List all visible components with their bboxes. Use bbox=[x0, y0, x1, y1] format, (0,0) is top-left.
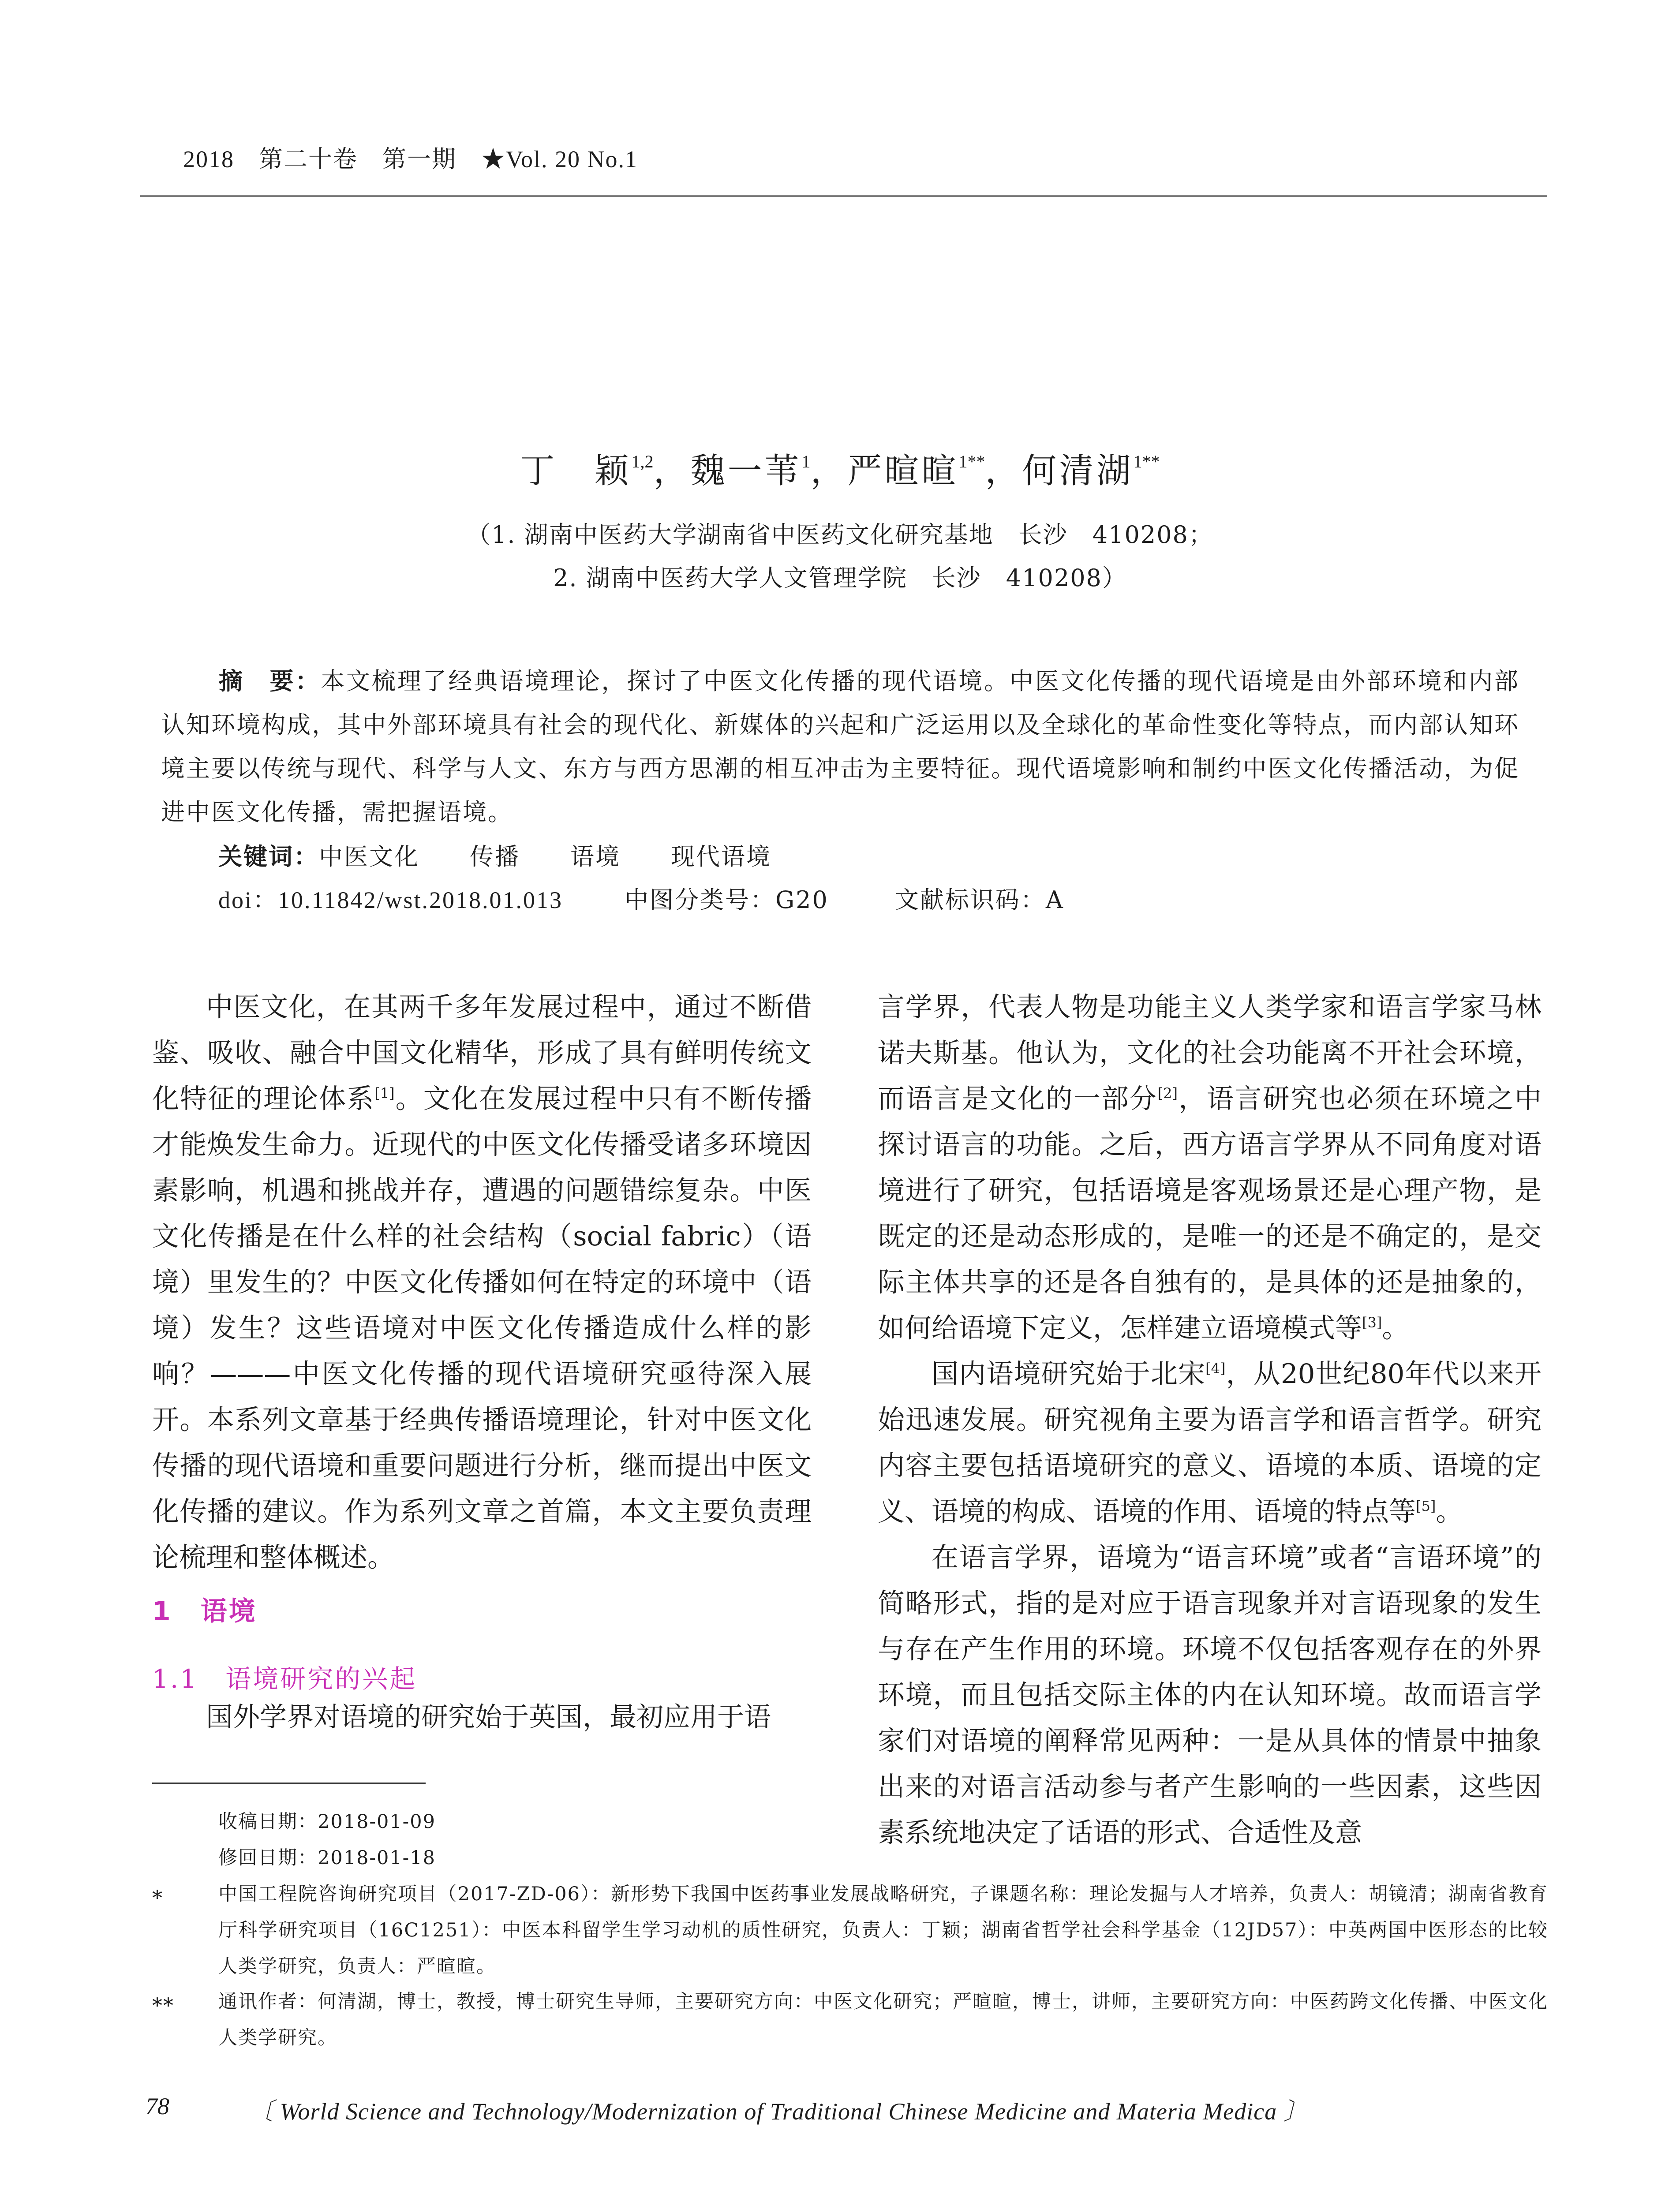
author-separator: ， bbox=[985, 451, 1022, 491]
author-separator: ， bbox=[653, 451, 691, 491]
body-paragraph: 在语言学界，语境为“语言环境”或者“言语环境”的简略形式，指的是对应于语言现象并对言语现象的发生与存在产生作用的环境。环境不仅包括客观存在的外界环境，而且包括交际主体的内在认知环境。故而语言学家们对语境的阐释常见两种：一是从具体的情景中抽象出来的对语言活动参与者产生影响的一些因素，这些因素系统地决定了话语的形式、合适性及意 bbox=[878, 1542, 1542, 1848]
author-affil-mark: 1** bbox=[1133, 452, 1160, 471]
body-paragraph: 国内语境研究始于北宋[4]，从20世纪80年代以来开始迅速发展。研究视角主要为语言学和语言哲学。研究内容主要包括语境研究的意义、语境的本质、语境的定义、语境的构成、语境的作用、语境的特点等[5]。 bbox=[878, 1358, 1542, 1527]
keywords-text: 中医文化 传播 语境 现代语境 bbox=[319, 843, 771, 871]
abstract-text: 本文梳理了经典语境理论，探讨了中医文化传播的现代语境。中医文化传播的现代语境是由外部环境和内部认知环境构成，其中外部环境具有社会的现代化、新媒体的兴起和广泛运用以及全球化的革命性变化等特点，而内部认知环境主要以传统与现代、科学与人文、东方与西方思潮的相互冲击为主要特征。现代语境影响和制约中医文化传播活动，为促进中医文化传播，需把握语境。 bbox=[161, 667, 1519, 826]
revised-date: 修回日期：2018-01-18 bbox=[218, 1847, 436, 1869]
body-paragraph: 言学界，代表人物是功能主义人类学家和语言学家马林诺夫斯基。他认为，文化的社会功能离不开社会环境，而语言是文化的一部分[2]，语言研究也必须在环境之中探讨语言的功能。之后，西方语言学界从不同角度对语境进行了研究，包括语境是客观场景还是心理产物，是既定的还是动态形成的，是唯一的还是不确定的，是交际主体共享的还是各自独有的，是具体的还是抽象的，如何给语境下定义，怎样建立语境模式等[3]。 bbox=[878, 991, 1542, 1344]
affiliation-line: （1. 湖南中医药大学湖南省中医药文化研究基地 长沙 410208； bbox=[467, 521, 1213, 549]
citation-ref: [3] bbox=[1362, 1314, 1382, 1331]
author-name: 魏一苇 bbox=[690, 451, 802, 491]
footnote-rule bbox=[152, 1783, 426, 1784]
doi: doi：10.11842/wst.2018.01.013 bbox=[218, 887, 563, 913]
citation-ref: [2] bbox=[1157, 1085, 1178, 1102]
affiliation-line: 2. 湖南中医药大学人文管理学院 长沙 410208） bbox=[553, 564, 1127, 592]
received-date: 收稿日期：2018-01-09 bbox=[218, 1811, 436, 1833]
body-column-left bbox=[152, 984, 812, 1581]
author-line bbox=[0, 443, 1680, 493]
body-column-right bbox=[878, 984, 1542, 1856]
footnote-mark: * bbox=[152, 1886, 163, 1910]
body-paragraph: 国外学界对语境的研究始于英国，最初应用于语 bbox=[206, 1701, 771, 1733]
keywords-line bbox=[218, 838, 771, 872]
subsection-heading: 1.1 语境研究的兴起 bbox=[152, 1664, 417, 1694]
citation-ref: [4] bbox=[1205, 1360, 1226, 1377]
author-affil-mark: 1** bbox=[958, 452, 985, 471]
running-header: 2018 第二十卷 第一期 ★Vol. 20 No.1 bbox=[183, 146, 638, 172]
author-separator: ， bbox=[810, 451, 848, 491]
author-affil-mark: 1 bbox=[801, 452, 811, 471]
citation-ref: [1] bbox=[374, 1085, 395, 1102]
footnote-mark: ** bbox=[152, 1993, 174, 2017]
body-column-left-continued bbox=[152, 1694, 812, 1740]
citation-ref: [5] bbox=[1416, 1498, 1436, 1514]
author-name: 何清湖 bbox=[1022, 451, 1134, 491]
author-name: 严暄暄 bbox=[847, 451, 959, 491]
journal-title: 〔 World Science and Technology/Modernization of Traditional Chinese Medicine and Materia Medica 〕 bbox=[249, 2098, 1308, 2125]
corresponding-author-footnote: 通讯作者：何清湖，博士，教授，博士研究生导师，主要研究方向：中医文化研究；严暄暄，博士，讲师，主要研究方向：中医药跨文化传播、中医文化人类学研究。 bbox=[218, 1991, 1548, 2049]
page-number: 78 bbox=[146, 2093, 169, 2119]
author-name: 丁 颖 bbox=[520, 451, 632, 491]
abstract-label: 摘 要： bbox=[218, 667, 321, 695]
document-code: 文献标识码：A bbox=[894, 886, 1064, 914]
classification-number: 中图分类号：G20 bbox=[625, 886, 829, 914]
funding-footnote: 中国工程院咨询研究项目（2017-ZD-06）：新形势下我国中医药事业发展战略研究，子课题名称：理论发掘与人才培养，负责人：胡镜清；湖南省教育厅科学研究项目（16C1251）：中医本科留学生学习动机的质性研究，负责人：丁颖；湖南省哲学社会科学基金（12JD57）：中英两国中医形态的比较人类学研究，负责人：严暄暄。 bbox=[218, 1883, 1548, 1977]
doi-line bbox=[218, 881, 1064, 915]
author-affil-mark: 1,2 bbox=[631, 452, 654, 471]
body-paragraph: 中医文化，在其两千多年发展过程中，通过不断借鉴、吸收、融合中国文化精华，形成了具有鲜明传统文化特征的理论体系[1]。文化在发展过程中只有不断传播才能焕发生命力。近现代的中医文化传播受诸多环境因素影响，机遇和挑战并存，遭遇的问题错综复杂。中医文化传播是在什么样的社会结构（social fabric）（语境）里发生的？中医文化传播如何在特定的环境中（语境）发生？这些语境对中医文化传播造成什么样的影响？———中医文化传播的现代语境研究亟待深入展开。本系列文章基于经典传播语境理论，针对中医文化传播的现代语境和重要问题进行分析，继而提出中医文化传播的建议。作为系列文章之首篇，本文主要负责理论梳理和整体概述。 bbox=[152, 991, 812, 1573]
header-rule bbox=[140, 195, 1547, 197]
section-heading: 1 语境 bbox=[152, 1596, 257, 1627]
abstract bbox=[161, 659, 1519, 834]
keywords-label: 关键词： bbox=[218, 843, 319, 871]
